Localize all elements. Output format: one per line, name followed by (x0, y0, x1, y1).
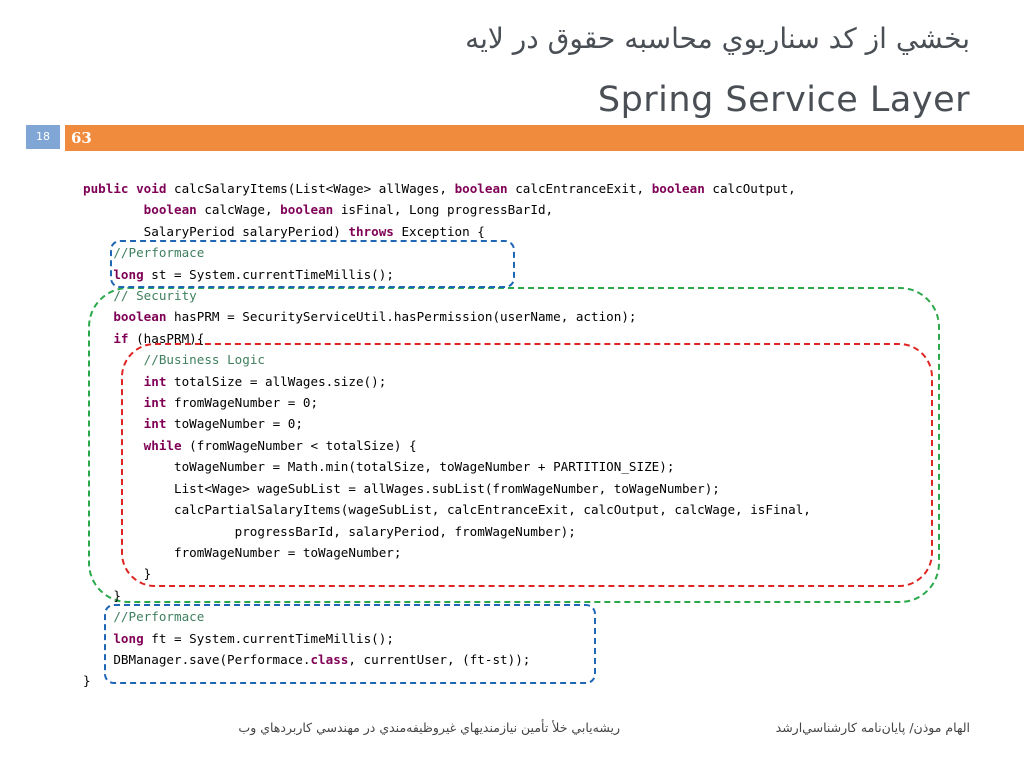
code-text (83, 438, 144, 453)
code-comment: //Performace (113, 609, 205, 625)
code-line (83, 652, 530, 667)
slide-title-persian: بخشي از كد سناريوي محاسبه حقوق در لايه (465, 22, 970, 55)
code-text: calcWage, (196, 202, 281, 218)
code-text: List<Wage> wageSubList = allWages.subList(fromWageNumber, toWageNumber); (83, 480, 720, 496)
code-text (83, 309, 113, 324)
code-text: hasPRM = SecurityServiceUtil.hasPermission(userName, action); (166, 309, 637, 325)
code-keyword: if (113, 330, 129, 346)
code-line (83, 395, 318, 410)
footer-thesis-title: ريشه‌يابي خلأ تأمين نيازمنديهاي غيروظيفه‌مندي در مهندسي كاربردهاي وب (238, 720, 620, 735)
footer-author: الهام موذن/ پايان‌نامه كارشناسي‌ارشد (775, 720, 970, 735)
code-keyword: int (143, 373, 167, 389)
code-text: SalaryPeriod salaryPeriod) (83, 223, 349, 239)
code-line (83, 588, 121, 603)
code-line (83, 459, 674, 474)
code-text: fromWageNumber = 0; (166, 395, 319, 411)
code-line (83, 245, 204, 260)
code-line (83, 545, 401, 560)
code-text (83, 331, 113, 346)
code-text (129, 181, 137, 196)
code-keyword: long (113, 266, 144, 282)
code-text: totalSize = allWages.size(); (166, 373, 387, 389)
code-line (83, 352, 265, 367)
code-text: (fromWageNumber < totalSize) { (181, 437, 417, 453)
code-line (83, 181, 796, 196)
code-text: calcEntranceExit, (507, 181, 652, 196)
code-line (83, 673, 91, 688)
code-keyword: public (83, 181, 129, 196)
code-line (83, 416, 303, 431)
code-text (83, 631, 113, 646)
code-keyword: boolean (113, 309, 167, 325)
code-keyword: boolean (280, 202, 334, 218)
code-keyword: throws (348, 223, 394, 239)
code-text: Exception { (393, 223, 485, 239)
code-keyword: long (113, 630, 144, 646)
code-text (83, 374, 144, 389)
code-text: , currentUser, (ft-st)); (348, 651, 531, 667)
code-text (83, 267, 113, 282)
code-text: fromWageNumber = toWageNumber; (83, 544, 402, 560)
code-line (83, 374, 386, 389)
code-line (83, 524, 576, 539)
slide-title-english: Spring Service Layer (597, 80, 970, 120)
slide-number-badge: 18 (26, 125, 60, 149)
code-text: calcOutput, (704, 181, 796, 196)
code-text (83, 288, 113, 303)
code-line (83, 267, 394, 282)
code-text (83, 202, 144, 217)
code-text: (hasPRM){ (128, 330, 205, 346)
code-keyword: boolean (454, 181, 508, 196)
code-line (83, 224, 485, 239)
code-text: } (83, 587, 121, 603)
code-line (83, 609, 204, 624)
code-line (83, 438, 417, 453)
code-text: progressBarId, salaryPeriod, fromWageNumber); (83, 523, 576, 539)
code-line (83, 331, 204, 346)
code-text: calcPartialSalaryItems(wageSubList, calcEntranceExit, calcOutput, calcWage, isFinal, (83, 502, 811, 518)
code-text: isFinal, Long progressBarId, (333, 202, 554, 218)
code-text: } (83, 673, 91, 689)
code-text (83, 609, 113, 624)
code-line (83, 481, 720, 496)
code-text: st = System.currentTimeMillis(); (143, 266, 394, 282)
code-text: } (83, 566, 152, 582)
code-keyword: int (143, 416, 167, 432)
code-comment: // Security (113, 288, 197, 304)
code-keyword: boolean (143, 202, 197, 218)
code-text: calcSalaryItems(List<Wage> allWages, (166, 181, 455, 196)
code-line (83, 502, 811, 517)
code-text (83, 416, 144, 431)
code-keyword: while (143, 437, 182, 453)
code-comment: //Performace (113, 245, 205, 261)
code-keyword: class (310, 651, 349, 667)
code-text: toWageNumber = Math.min(totalSize, toWageNumber + PARTITION_SIZE); (83, 459, 675, 475)
code-text (83, 395, 144, 410)
code-text: DBManager.save(Performace. (83, 651, 311, 667)
code-text: ft = System.currentTimeMillis(); (143, 630, 394, 646)
code-line (83, 631, 394, 646)
code-comment: //Business Logic (143, 352, 265, 368)
code-text: toWageNumber = 0; (166, 416, 303, 432)
code-keyword: boolean (651, 181, 705, 196)
header-accent-bar (65, 125, 1024, 151)
code-keyword: void (136, 181, 167, 196)
code-line (83, 288, 197, 303)
code-line (83, 309, 637, 324)
page-label: 63 (71, 129, 92, 147)
code-keyword: int (143, 395, 167, 411)
code-listing (83, 178, 811, 692)
code-line (83, 202, 553, 217)
code-text (83, 352, 144, 367)
code-text (83, 245, 113, 260)
code-line (83, 566, 151, 581)
